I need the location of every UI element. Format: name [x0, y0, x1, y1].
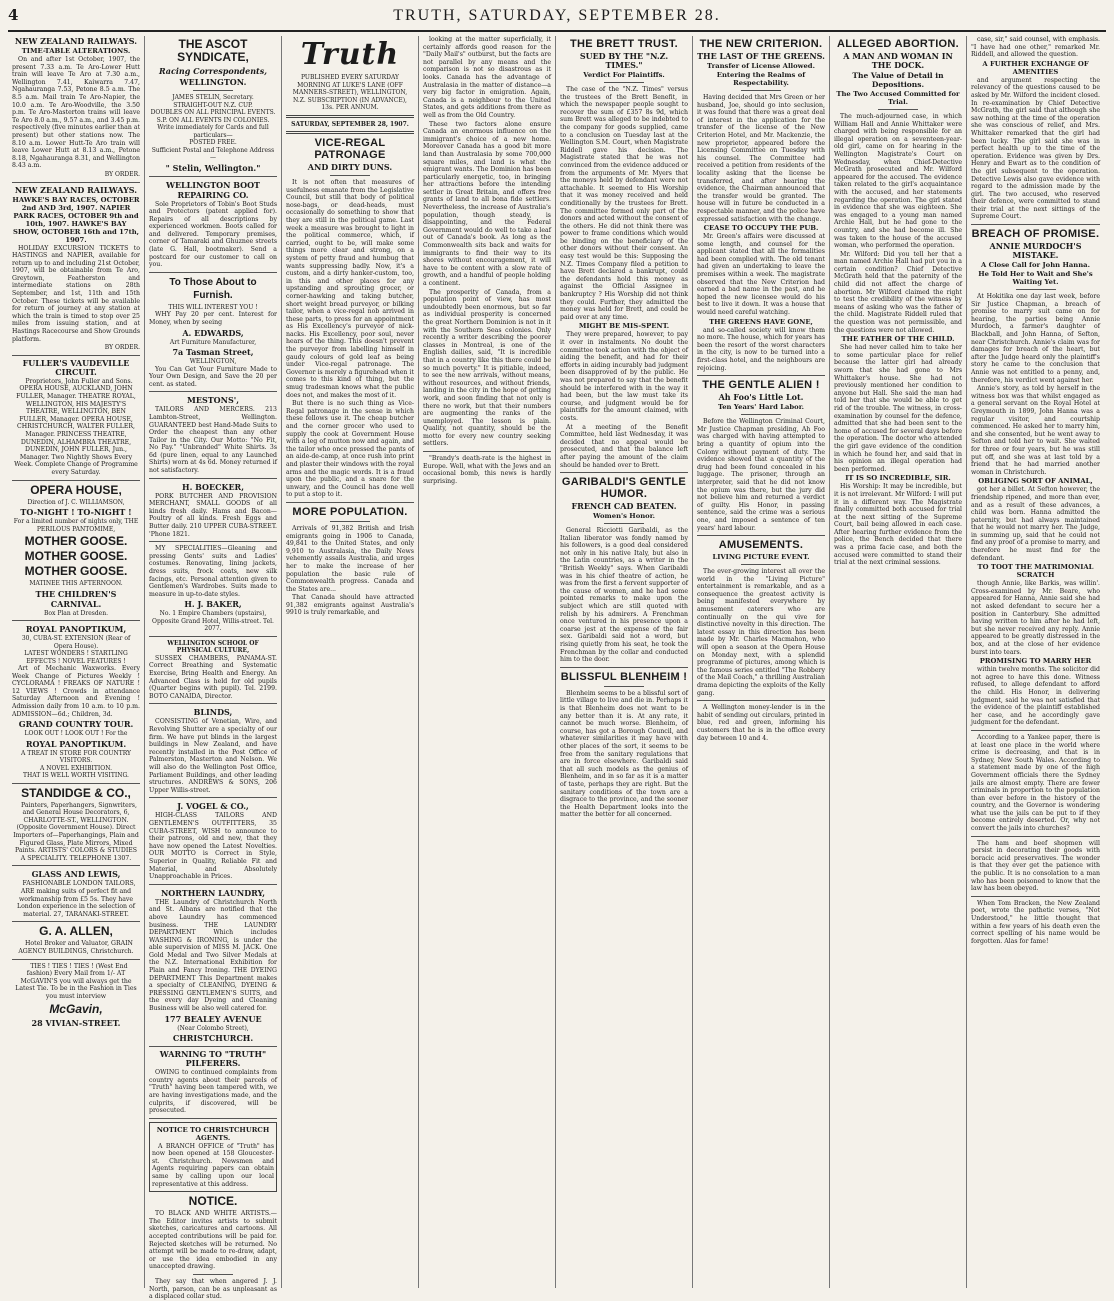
- abortion-incredible: IT IS SO INCREDIBLE, SIR.: [845, 474, 951, 483]
- opera-direction: Direction of J. C. WILLIAMSON,: [27, 498, 125, 506]
- abortion-title: ALLEGED ABORTION.: [836, 38, 960, 50]
- truth-logo: Truth: [300, 37, 400, 72]
- criterion-title: THE NEW CRITERION.: [699, 38, 823, 50]
- alien-years: Ten Years' Hard Labor.: [717, 403, 805, 412]
- fullers-title: FULLER'S VAUDEVILLE CIRCUIT.: [22, 357, 130, 377]
- breach-close: A Close Call for John Hanna.: [981, 261, 1090, 270]
- columns: [8, 36, 1106, 1301]
- ascot-city: WELLINGTON.: [179, 77, 247, 87]
- laundry-title: NORTHERN LAUNDRY,: [160, 887, 266, 898]
- mcgavin-name: McGavin,: [49, 1001, 103, 1016]
- ham-note: The ham and beef shopmen will persist in decorating their goods with boracic acid preservatives. The wonder is that they ever get the patience with the public. It is no consolation to a man who has been poisoned to know that the law has been obeyed.: [971, 839, 1100, 893]
- criterion-cease: CEASE TO OCCUPY THE PUB.: [703, 224, 819, 233]
- opera-carnival: THE CHILDREN'S CARNIVAL.: [35, 588, 117, 609]
- boecker-title: H. BOECKER,: [182, 481, 244, 492]
- alien-subtitle: Ah Foo's Little Lot.: [718, 392, 804, 403]
- population-cont-3: The prosperity of Canada, from a population point of view, has most undoubtedly been enormous, but so far as individual prosperity is concerned the great Northern Dominion is not in it with the Southern Seas colonies. Only recently a writer describing the poorer classes in Montreal, is one of the English dailies, said, "It is incredible that in a country like this there could be so much poverty." It is pitiable, indeed, to see the new arrivals, without means, without resources, and without friends, landing in the city in the hope of getting work, and soon finding that not only is there no work, but that their numbers are augmenting the ranks of the unemployed. The lesson is plain. Quality, not quantity, should be the motto for every new country seeking settlers.: [423, 288, 551, 448]
- ascot-title: THE ASCOT SYNDICATE,: [177, 37, 249, 64]
- garibaldi-women: Women's Honor.: [592, 512, 656, 521]
- physical-culture-title: WELLINGTON SCHOOL OF PHYSICAL CULTURE,: [167, 639, 259, 655]
- breach-title: BREACH OF PROMISE.: [971, 228, 1100, 241]
- brett-might: MIGHT BE MIS-SPENT.: [578, 322, 670, 331]
- panoptikum-address: 30, CUBA-ST. EXTENSION (Rear of Opera House).: [21, 635, 131, 650]
- standidge-body: Painters, Paperhangers, Signwriters, and General House Decorators, 6, CHARLOTTE-ST., WELLINGTON. (Opposite Government House). Direct Importers of—Paperhangings, Plain and Figured Glass, Plate Mirrors, Mixed Paints. ARTISTS' COLORS & STUDIES A SPECIALITY. TELEPHONE 1307.: [13, 801, 139, 862]
- panoptikum-title: ROYAL PANOPTIKUM,: [25, 624, 127, 635]
- panoptikum-name: ROYAL PANOPTIKUM.: [25, 738, 127, 749]
- furnish-more: You Can Get Your Furniture Made to Your Own Design, and Save the 20 per cent. as stated.: [149, 365, 277, 388]
- baker-title: H. J. BAKER,: [184, 599, 242, 610]
- furnish-subtitle: THIS WILL INTEREST YOU !: [168, 303, 258, 311]
- obliging-title: OBLIGING SORT OF ANIMAL,: [978, 477, 1093, 486]
- furnish-city: WELLINGTON,: [189, 358, 237, 366]
- column-5: [556, 36, 693, 1288]
- opera-box-plan: Box Plan at Dresden.: [44, 609, 108, 617]
- opera-body: For a limited number of nights only, THE PERILOUS PANTOMIME,: [13, 518, 139, 533]
- opera-tonight: TO-NIGHT ! TO-NIGHT !: [20, 507, 132, 518]
- population-title: MORE POPULATION.: [292, 505, 408, 518]
- mestons-title: MESTONS',: [187, 395, 239, 406]
- column-3: [282, 36, 419, 1288]
- brett-title: THE BRETT TRUST.: [569, 38, 679, 50]
- brandy-note: "Brandy's death-rate is the highest in Europe. Well, what with the Jews and an occasional bomb, this news is hardly surprising.: [423, 455, 551, 485]
- mcgavin-address: 28 VIVIAN-STREET.: [31, 1017, 121, 1028]
- population-body: Arrivals of 91,382 British and Irish emigrants going in 1906 to Canada, 49,841 to the United States, and only 9,910 to Australasia, the Daily News vehemently assails Australia, and urges her to make the increase of her population the basic rule of Commonwealth progress. Canada and the States are...: [286, 524, 414, 593]
- criterion-body-2: Mr. Green's affairs were discussed at some length, and counsel for the applicant stated that all the formalities had been complied with. The old tenant had given an undertaking to leave the premises within a week. The magistrate observed that the New Criterion had earned a bad name in the past, and he hoped the new licensee would do his best to live it down. It was a house that would need careful watching.: [697, 233, 825, 317]
- page-number: 4: [8, 6, 19, 24]
- panoptikum-body: Art of Mechanic Waxworks. Every Week Change of Pictures Weekly ! CYCLORAMA ! FREAKS OF NATURE ! 12 VIEWS ! Crowds in attendance Saturday Afternoon and Evening ! Admission daily from 10 a.m. to 10 p.m. ADMISSION—6d.; Children, 3d.: [12, 665, 140, 718]
- ascot-address: " Stelin, Wellington.": [165, 162, 261, 173]
- fullers-body: Proprietors, John Fuller and Sons. OPERA HOUSE, AUCKLAND, JOHN FULLER, Manager. THEATRE ROYAL, WELLINGTON, HIS MAJESTY'S THEATRE, WELLINGTON, BEN FULLER, Manager. OPERA HOUSE, CHRISTCHURCH, WALTER FULLER, Manager. PRINCESS THEATRE, DUNEDIN, ALHAMBRA THEATRE, DUNEDIN, JOHN FULLER, Jun., Manager. Two Nightly Shows Every Week. Complete Change of Programme every Saturday.: [14, 377, 138, 476]
- masthead-title: TRUTH, SATURDAY, SEPTEMBER 28.: [393, 7, 721, 24]
- bracken-note: When Tom Bracken, the New Zealand poet, wrote the pathetic verses, "Not Understood," he little thought that within a few years of his death even the correct spelling of his name would be forgotten. Alas for fame!: [971, 899, 1100, 945]
- panoptikum-worth: THAT IS WELL WORTH VISITING.: [23, 772, 129, 780]
- pilferers-body: OWING to continued complaints from country agents about their parcels of "Truth" having been tampered with, we are having investigations made, and the culprits, if discovered, will be prosecuted.: [149, 1069, 277, 1115]
- breach-body: At Hokitika one day last week, before Sir Justice Chapman, a breach of promise to marry suit came on for hearing, the parties being Annie Murdoch, a farmer's daughter of Blackball, and John Hanna, of Sefton, near Christchurch. Annie's claim was for damages for breach of the heart, but after the Judge heard only the plaintiff's story he came to the conclusion that Annie was not entitled to a penny, and, therefore, his verdict went against her.: [971, 293, 1100, 384]
- population-cont-1: looking at the matter superficially, it certainly affords good reason for the "Daily Mail's" outburst, but the facts are not parallel by any means and the comparison is not so disastrous as it looks. Canada has the advantage of Australasia in the matter of distance—a very big factor in emigration. Again, Canada is a neighbour to the United States, and gets additions from there as well as from the Old Country.: [423, 36, 551, 119]
- boot-repair-title: WELLINGTON BOOT REPAIRING CO.: [165, 179, 261, 200]
- ascot-tote: STRAIGHT-OUT N.Z. CUP.: [173, 101, 253, 109]
- ascot-subtitle: Racing Correspondents,: [158, 66, 268, 76]
- alien-title: THE GENTLE ALIEN !: [702, 379, 820, 392]
- abortion-body-4: His Worship: It may be incredible, but it is not irrelevant. Mr Wilford: I will put it in a different way. The Magistrate finally committed both accused for trial at the next sitting of the Supreme Court, bail being allowed in each case. After hearing further evidence from the police, the Bench decided that there was a prima facie case, and both the accused were committed to stand their trial at the next criminal sessions.: [834, 483, 962, 567]
- panoptikum-latest: LATEST WONDERS ! STARTLING EFFECTS ! NOVEL FEATURES !: [24, 650, 128, 665]
- abortion-cont-1: case, sir," said counsel, with emphasis. "I have had one other," remarked Mr. Riddell, and allowed the question.: [971, 36, 1100, 59]
- ascot-telegraph: Sufficient Postal and Telephone Address—: [151, 146, 275, 161]
- brett-body-3: At a meeting of the Benefit Committee, held last Wednesday, it was decided that no appeal would be prosecuted, and that the balance left after paying the amount of the claim should be handed over to Brett.: [560, 423, 688, 469]
- criterion-transfer: Transfer of License Allowed.: [707, 62, 815, 70]
- ascot-sp: S.P. ON ALL EVENTS IN COLONIES.: [156, 116, 270, 124]
- breach-body-3: got her a billet. At Sefton however, the friendship ripened, and more than ever, and as a result of these advances, a child was born. Hanna admitted the paternity, but had always maintained that he would not marry her. The Judge, in summing up, said that he could not find any proof of a promise to marry, and therefore he must find for the defendant.: [971, 486, 1100, 562]
- blissful-title: BLISSFUL BLENHEIM !: [560, 670, 688, 683]
- criterion-body-3: and so-called society will know them no more. The house, which for years has been the resort of the worst characters in the city, is now to be turned into a first-class hotel, and the neighbours are rejoicing.: [697, 326, 825, 372]
- abortion-body-2: Mr. Wilford: Did you tell her that a man named Archie Hall had put you in a certain condition? Chief Detective McGrath held that the paternity of the child did not affect the charge of abortion. Mr Wilford claimed the right to test the credibility of the witness by means of asking who was the father of the child. Magistrate Riddell ruled that the question was not permissible, and the questions were not allowed.: [834, 250, 962, 334]
- garibaldi-subtitle: FRENCH CAD BEATEN.: [571, 501, 677, 512]
- breach-subtitle: ANNIE MURDOCH'S MISTAKE.: [989, 241, 1082, 261]
- vogel-title: J. VOGEL & CO.,: [177, 801, 249, 812]
- boecker-body: PORK BUTCHER AND PROVISION MERCHANT, SMALL GOODS of all kinds fresh daily. Hams and Bacon—Poultry of all kinds. Fresh Eggs and Butter daily. 210 UPPER CUBA-STREET. 'Phone 1821.: [149, 492, 277, 538]
- railways-notice-title: NEW ZEALAND RAILWAYS.: [14, 36, 138, 46]
- notice-end: They say that when angered J. J. North, parson, can be as unpleasant as a displaced collar stud.: [149, 1278, 277, 1301]
- criterion-realms: Entering the Realms of Respectability.: [716, 71, 806, 87]
- population-end: That Canada should have attracted 91,382 emigrants against Australia's 9910 is truly remarkable, and: [286, 594, 414, 617]
- baker-address: No. 1 Empire Chambers (upstairs), Opposite Grand Hotel, Willis-street. Tel. 2077.: [152, 610, 274, 633]
- blissful-body: Blenheim seems to be a blissful sort of little village to live and die in. Perhaps it is that Blenheim does not want to be any better than it is. At any rate, it cannot be much worse. Blenheim, of course, has got a Borough Council, and whatever similarities it may have with other places of the sort, it seems to be free from the sanitary regulations that are in force elsewhere. Garibaldi said that all such models as the genius of Blenheim, and in so far as it is a matter of taste, perhaps they are right. But the sanitary conditions of the town are a disgrace to the province, and the sooner the Health Department looks into the matter the better for all concerned.: [560, 689, 688, 819]
- criterion-body: Having decided that Mrs Green or her husband, Joe, should go into seclusion, it was found that there was a great deal of interest in the application for the transfer of the license of the New Criterion Hotel, and Mr. Mackenzie, the new proprietor, appeared before the Licensing Committee on Tuesday with his counsel. The Committee had received a petition from residents of the locality asking that the license be transferred, and after hearing the evidence, the Chairman announced that the transfer would be granted. The house will in future be conducted in a respectable manner, and the police have expressed satisfaction with the change.: [697, 94, 825, 223]
- garibaldi-title: GARIBALDI'S GENTLE HUMOR.: [561, 476, 687, 501]
- railways-excursion-body: HOLIDAY EXCURSION TICKETS to HASTINGS and NAPIER, available for return up to and including 21st October, 1907, will be obtainable from Te Aro, Greytown, Featherston and intermediate stations on 28th September, and 1st, 11th and 15th October. These tickets will be available for return of journey at any station at which the train is timed to stop over 25 miles from issuing station, and at Hastings Racecourse and Show Grounds platform.: [12, 244, 140, 343]
- breach-body-5: within twelve months. The solicitor did not agree to have this done. Witness refused, to allege defendant to afford the child. His Honor, in delivering judgment, said he was not satisfied that the evidence of the plaintiff established her case, and he accordingly gave judgment for the defendant.: [971, 666, 1100, 727]
- christchurch-notice-box: [149, 1122, 277, 1193]
- column-1: [8, 36, 145, 1288]
- abortion-subtitle: A MAN AND WOMAN IN THE DOCK.: [843, 51, 953, 70]
- abortion-father: THE FATHER OF THE CHILD.: [841, 335, 955, 344]
- column-6: [693, 36, 830, 1288]
- abortion-value: The Value of Detail in Depositions.: [852, 71, 944, 89]
- amusements-subtitle: LIVING PICTURE EVENT.: [712, 553, 810, 562]
- notice-title: NOTICE.: [188, 1194, 238, 1209]
- pilferers-title: WARNING TO "TRUTH" PILFERERS.: [159, 1049, 267, 1069]
- notice-body: TO BLACK AND WHITE ARTISTS.—The Editor invites artists to submit sketches, caricatures and cartoons. All accepted contributions will be paid for. Rejected sketches will be returned. No attempt will be made to re-draw, adapt, or use the idea embodied in any unaccepted drawing.: [149, 1210, 277, 1271]
- amusements-title: AMUSEMENTS.: [718, 539, 804, 552]
- abortion-body: The much-adjourned case, in which William Hall and Annie Whittaker were charged with being responsible for an illegal operation on a seventeen-year-old girl, came on for hearing in the Wellington Magistrate's Court on Wednesday, when Chief-Detective McGrath prosecuted and Mr. Wilford appeared for the accused. The evidence taken related to the girl's acquaintance with the accused, and her statements regarding the operation. The girl stated in evidence that she was eighteen. She was engaged to a young man named Archie Hall, but he had gone to the country, and she had become ill. She was taken to the house of the accused woman, who performed the operation.: [834, 113, 962, 250]
- abortion-cont-2: and argument respecting the relevancy of the questions caused to be asked by Mr. Wilford the incident closed. In re-examination by Chief Detective McGrath, the girl said that although she saw nothing at the time of the operation she was conscious of relief, and Mrs. Whittaker remarked that the girl had been lucky. The girl said she was in perfect health up to the time of the operation. Evidence was given by Drs. Henry and Ewart as to the condition of the girl subsequent to the operation. Detective Lewis also gave evidence with regard to the admission made by the girl. The two accused, who reserved their defence, were committed to stand their trial at the next sittings of the Supreme Court.: [971, 76, 1100, 221]
- furnish-address: 7a Tasman Street,: [172, 347, 254, 358]
- panoptikum-lookout: LOOK OUT ! LOOK OUT ! For the: [24, 730, 128, 738]
- opera-show-1: MOTHER GOOSE.: [24, 534, 128, 549]
- column-2: [145, 36, 282, 1301]
- panoptikum-novel: A NOVEL EXHIBITION.: [39, 764, 112, 772]
- christchurch-notice-title: NOTICE TO CHRISTCHURCH AGENTS.: [156, 1125, 270, 1142]
- furnish-name: A. EDWARDS,: [182, 327, 244, 338]
- editorial-subtitle: AND DIRTY DUNS.: [307, 162, 393, 172]
- ascot-secretary: JAMES STELIN, Secretary.: [172, 94, 254, 101]
- dateline: SATURDAY, SEPTEMBER 28, 1907.: [291, 120, 409, 128]
- editorial-body: It is not often that measures of usefulness emanate from the Legislative Council, but still that body of political nose-bags, or dead-heads, must occasionally do something to show that they are still in the political game. Last week a measure was brought to light in the political commerce, which, if carried, ought to be, will make some things more clear and strong, on a system of petty fraud and humbug that wants suppressing badly. Now, it's a custom, and a dirty hanker-custom, too, in this and other places for any upstanding and sprouting grocer, or corner-hawking and taking butcher, short weight bread purveyor, or bilking tailor, when a vice-regal nob arrived in these parts, to press for an appointment as His Excellency's purveyor of nick-nacks. His Excellency, poor soul, never hears of the thing. This doesn't prevent the purveyor from labelling himself in gaudy colours of gold leaf as being under Vice-regal patronage. The Governor is merely a figurehead when it comes to this kind of thing, but the smug tradesman knows what the public does not, and makes the most of it.: [286, 179, 414, 399]
- opera-house-title: OPERA HOUSE,: [30, 482, 122, 497]
- publication-info: PUBLISHED EVERY SATURDAY MORNING AT LUKE'S LANE (OFF MANNERS-STREET), WELLINGTON, N.Z. SUBSCRIPTION (IN ADVANCE), 13s. PER ANNUM.: [292, 74, 408, 111]
- breach-body-4: though Annie, like Barkis, was willin'. Cross-examined by Mr. Beare, who appeared for Hanna, Annie said she had not asked defendant to secure her a position in Canterbury. She admitted having written to him after he had left, but she never received any reply. Annie appeared to be greatly distressed in the box, and at the close of her evidence burst into tears.: [971, 580, 1100, 656]
- yankee-note: According to a Yankee paper, there is at least one place in the world where crime is decreasing, and that is in Sydney, New South Wales. According to a statement made by one of the high Government officials there the Sydney jails are almost empty. There are fewer criminals in proportion to the population than ever before in the history of the country, and the Governor is wondering what use the jails can be put to if they become entirely deserted. Or, why not convert the jails into churches?: [971, 733, 1100, 833]
- population-cont-2: These two factors alone ensure Canada an enormous influence on the immigrant's choice of a new home. Moreover Canada has a good bit more land than Australasia by some 700,000 square miles, and land is what the emigrant wants. The Dominion has been particularly energetic, too, in bringing her attractions before the intending settler in Great Britain, and offers free grants of land to all bona fide settlers. Nevertheless, the increase of Australia's population, though steady, is disappointing, and the Federal Government would do well to take a leaf out of Canada's book. As long as the Commonwealth sits back and waits for immigrants to find their way to its shores without encouragement, it will have to be content with a slow rate of growth, and a handful of people holding a continent.: [423, 120, 551, 287]
- abortion-committed: The Two Accused Committed for Trial.: [836, 90, 960, 106]
- christchurch-notice-body: A BRANCH OFFICE of "Truth" has now been opened at 158 Gloucester-st. Christchurch. Newsmen and Agents requiring papers can obtain same by calling upon our local representative at this address.: [152, 1142, 274, 1188]
- brett-subtitle: SUED BY THE "N.Z. TIMES.": [579, 51, 669, 70]
- railways-notice-subtitle: TIME-TABLE ALTERATIONS.: [21, 47, 131, 55]
- boot-repair-body: Sole Proprietors of Tobin's Boot Studs and Protectors (patent applied for). Repairs of all descriptions by experienced workmen. Boots called for and delivered. Temporary premises, corner of Tamaraki and Ghuznee streets (late G. Hall, bootmaker). Send a postcard for our customer to call on you.: [149, 200, 277, 269]
- furnish-trade: Art Furniture Manufacturer,: [169, 338, 257, 346]
- laundry-body: THE Laundry of Christchurch North and St. Albans are notified that the above Laundry has commenced business. THE LAUNDRY DEPARTMENT Which includes WASHING & IRONING, is under the able supervision of MISS M. JACK. One Gold Medal and Two Silver Medals at the N.Z. International Exhibition for Plain and Fancy Ironing. THE DYEING DEPARTMENT This Department makes a specialty of CLEANING, DYEING & PRESSING GENTLEMEN'S SUITS, and the every day Dyeing and Cleaning Business will be also well catered for.: [149, 898, 277, 1013]
- amusements-body-2: A Wellington money-lender is in the habit of sending out circulars, printed in blue, red and green, informing his customers that he is in the office every day between 10 and 4.: [697, 704, 825, 742]
- column-8: [967, 36, 1104, 1288]
- laundry-address: 177 BEALEY AVENUE: [164, 1013, 262, 1024]
- opera-show-3: MOTHER GOOSE.: [24, 564, 128, 579]
- brett-body-2: They were prepared, however, to pay it over in instalments. No doubt the committee took action with the object of aiding the benefit, and had for their efforts in aiding incurably bad judgment been disapproved of by the public. He was not prepared to say that the benefit should be interfered with in the way it had been, but the law must take its course, and judgment would be for plaintiffs for the amount claimed, with costs.: [560, 331, 688, 422]
- vogel-body: HIGH-CLASS TAILORS AND GENTLEMEN'S OUTFITTERS, 35 CUBA-STREET, WISH to announce to their patrons, old and new, that they have now opened the Latest Novelties. OUR MOTTO is Correct in Style, Superior in Quality, Reliable Fit and Material, and Absolutely Unapproachable in Prices.: [149, 812, 277, 881]
- railways-notice-order: BY ORDER.: [104, 170, 140, 178]
- opera-show-2: MOTHER GOOSE.: [24, 549, 128, 564]
- promise-title: PROMISING TO MARRY HER: [979, 657, 1092, 666]
- glass-lewis-body: FASHIONABLE LONDON TAILORS, ARE making suits of perfect fit and workmanship from £5 5s. They have London experience in the selection of material. 27, TARANAKI-STREET.: [16, 880, 136, 918]
- exchange-title: A FURTHER EXCHANGE OF AMENITIES: [982, 59, 1089, 76]
- railways-excursion-subtitle: HAWKE'S BAY RACES, OCTOBER 2nd AND 3rd, 1907. NAPIER PARK RACES, OCTOBER 9th and 10th, 1907. HAWKE'S BAY SHOW, OCTOBER 16th and 17th, 1907.: [12, 195, 140, 244]
- allen-title: G. A. ALLEN,: [39, 924, 113, 939]
- furnish-title: To Those About to Furnish.: [169, 276, 257, 301]
- mestons-body: TAILORS AND MERCERS. 213 Lambton-Street, Wellington. GUARANTEED best Hand-Made Suits to Order the cheapest than any other Tailor in the City. Our Motto: "No Fit, No Pay." "Unbranded" White Shirts. 3s 6d (pure linen, equal to any Launched Shirts) worn at 4s 6d. Money returned if not satisfactory.: [149, 406, 277, 475]
- brett-body: The case of the "N.Z. Times" versus the trustees of the Brett Benefit, in which the newspaper people sought to recover the sum of £357 8s 9d, which sum Brett was alleged to be indebted to the company for goods supplied, came to a conclusion on Tuesday last at the Wellington S.M. Court, when Magistrate Riddell gave his decision. The Magistrate stated that he was not convinced from the evidence adduced or from the arguments of Mr. Myers that the moneys held by defendant were not attachable. It seemed to His Worship that it was money received and held conditionally by the trustees for Brett. The committee formed only part of the donors and acted without the consent of the others. He did not think there was power to frame conditions which would be binding on the beneficiary of the other donors without their consent. An easy test would be this: Supposing the N.Z. Times Company filed a petition to have Brett declared a bankrupt, could the defendants hold this money as against the Official Assignee in bankruptcy ? His Worship did not think they could. Further, they admitted the money was held for Brett, and could be paid over at any time.: [560, 86, 688, 321]
- laundry-city: CHRISTCHURCH.: [172, 1033, 254, 1044]
- physical-culture-body: SUSSEX CHAMBERS, PANAMA-ST. Correct Breathing and Systematic Exercise, Bring Health and Energy. An Advanced Class is held for old pupils (Quarter begins with pupil). Tel. 2199. BOTO CANAIDA, Director.: [149, 654, 277, 700]
- laundry-near: (Near Colombo Street),: [177, 1024, 249, 1032]
- furnish-body: WHY Pay 20 per cent. Interest for Money, when by seeing: [149, 311, 277, 326]
- breach-told: He Told Her to Wait and She's Waiting Yet.: [978, 270, 1093, 287]
- column-4: [419, 36, 556, 1288]
- breach-body-2: Annie's story, as told by herself in the witness box was that whilst engaged as a general servant on the Royal Hotel at Greymouth in 1899, John Hanna was a regular visitor, and courtship commenced. He asked her to marry him, and she consented, but he went away to Sefton and told her to wait. She waited for three or four years, but he was still put off, and she was at last told by a friend that he had married another woman in Christchurch.: [971, 385, 1100, 476]
- criterion-subtitle: THE LAST OF THE GREENS.: [697, 51, 825, 61]
- railways-excursion-title: NEW ZEALAND RAILWAYS.: [14, 184, 138, 195]
- ascot-doubles: DOUBLES ON ALL PRINCIPAL EVENTS.: [150, 109, 276, 116]
- garibaldi-body: General Ricciotti Garibaldi, as the Italian liberator was fondly named by his followers, is a good deal considered not only in his native Italy, but also in the Latin countries, as a writer in the "British Weekly" says. When Garibaldi was in his chief theatre of action, he was from the first a fervent supporter of the cause of women, and he had some pointed remarks to make upon the subject which are still quoted with relish by his admirers. A Frenchman once ventured in his presence upon a coarse jest at the expense of the fair sex. Garibaldi said not a word, but rising quietly from his seat, he took the Frenchman by the collar and conducted him to the door.: [560, 527, 688, 664]
- masthead: [8, 6, 1106, 32]
- column-7: [830, 36, 967, 1288]
- alien-body: Before the Wellington Criminal Court, Mr Justice Chapman presiding, Ah Foo was charged with having attempted to bring a quantity of opium into the Colony without payment of duty. The evidence showed that a quantity of the drug had been found concealed in his luggage. The prisoner, through an interpreter, said that he did not know the opium was there, but the jury did not believe him and returned a verdict of guilty. His Honor, in passing sentence, said the crime was a serious one, and imposed a sentence of ten years' hard labour.: [697, 418, 825, 532]
- panoptikum-tour: GRAND COUNTRY TOUR.: [18, 719, 134, 730]
- blinds-title: BLINDS,: [193, 707, 233, 718]
- panoptikum-treat: A TREAT IN STORE FOR COUNTRY VISITORS.: [20, 749, 132, 765]
- railways-notice-body: On and after 1st October, 1907, the present 7.33 a.m. Te Aro-Lower Hutt train will leave Te Aro at 7.30 a.m., Wellington 7.41, Kaiwarra 7.47, Ngahauranga 7.53, Petone 8.5 a.m. The 8.5 a.m. Mail train Te Aro-Napier, the 10.0 a.m. Te Aro-Woodville, the 3.50 p.m. Te Aro-Masterton trains will leave Te Aro 8.0 a.m., 9.57 a.m., and 3.45 p.m. respectively (five minutes earlier than at present) but other stations now. The 8.10 a.m. Lower Hutt-Te Aro train will leave Lower Hutt at 8.13 a.m., Petone 8.18, Ngahauranga 8.31, and Wellington 8.43 a.m.: [12, 56, 140, 170]
- editorial-body-2: But there is no such thing as Vice-Regal patronage in the sense in which these fellows use it. The cheap butcher and the corner grocer who used to supply the cook at Government House with a leg of mutton now and again, and the tailor who once pressed the pants of an aide-de-camp, at once rush into print and plaster their windows with the royal arms and the magic words. It is a fraud upon the public, and a snare for the unwary, and the Council has done well to put a stop to it.: [286, 400, 414, 499]
- toot-title: TO TOOT THE MATRIMONIAL SCRATCH: [977, 563, 1094, 580]
- opera-matinee: MATINEE THIS AFTERNOON.: [29, 580, 123, 588]
- glass-lewis-title: GLASS AND LEWIS,: [31, 869, 121, 880]
- baker-body: MY SPECIALITIES—Gleaning and pressing Gents' suits and Ladies' costumes. Renovating, lining jackets, dress suits, frock coats, new silk facings, etc. Personal attention given to Gentlemen's Wardrobes. Suits made to measure in up-to-date styles.: [149, 545, 277, 598]
- allen-body: Hotel Broker and Valuator, GRAIN AGENCY BUILDINGS, Christchurch.: [18, 940, 134, 955]
- railways-excursion-order: BY ORDER.: [104, 344, 140, 352]
- editorial-title: VICE-REGAL PATRONAGE: [314, 137, 386, 161]
- blinds-body: CONSISTING of Venetian, Wire, and Revolving Shutter are a specialty of our firm. We have put blinds in the largest buildings in New Zealand, and have recently installed in the Post Office of Palmerston, Masterton and Nelson. We will also do the Wellington Post Office, Parliament Buildings, and other leading structures. ANDREWS & SONS, 206 Upper Willis-street.: [149, 718, 277, 794]
- ascot-posted: POSTED FREE.: [189, 139, 237, 146]
- amusements-body: The ever-growing interest all over the world in the "Living Picture" entertainment is remarkable, and as a consequence the greatest activity is being manifested everywhere by amusement caterers who are continually on the qui vive for distinctive novelty in this direction. The latest essay in this direction has been made by Mr. Charles Macmahon, who will open a season at the Opera House on Monday next, with a splendid programme of pictures, among which is the famous series entitled "The Robbery of the Mail Coach," a thrilling Australian drama depicting the exploits of the Kelly gang.: [697, 568, 825, 697]
- ascot-write: Write immediately for Cards and full particulars—: [157, 124, 269, 139]
- criterion-greens: THE GREENS HAVE GONE,: [709, 317, 813, 326]
- brett-verdict: Verdict For Plaintiffs.: [583, 71, 665, 79]
- standidge-title: STANDIDGE & CO.,: [21, 785, 131, 800]
- abortion-body-3: She had never called him to take her to some particular place for relief because the latter girl had already sworn that she had gone to Mrs Whittaker's house. She had not previously mentioned her condition to anyone but Hall. She said the man had told her that she would be able to get rid of the trouble. The witness, in cross-examination by counsel for the defence, admitted that she had been sent to the home of accused for several days before the operation. The doctor who attended the girl gave evidence of the condition in which he found her, and said that in his opinion an illegal operation had been performed.: [834, 344, 962, 473]
- mcgavin-body: TIES ! TIES ! TIES ! (West End fashion) Every Mail from 1/- AT McGAVIN'S you will always get the Latest Tie. To be in the Fashion in Ties you must interview: [15, 962, 137, 1000]
